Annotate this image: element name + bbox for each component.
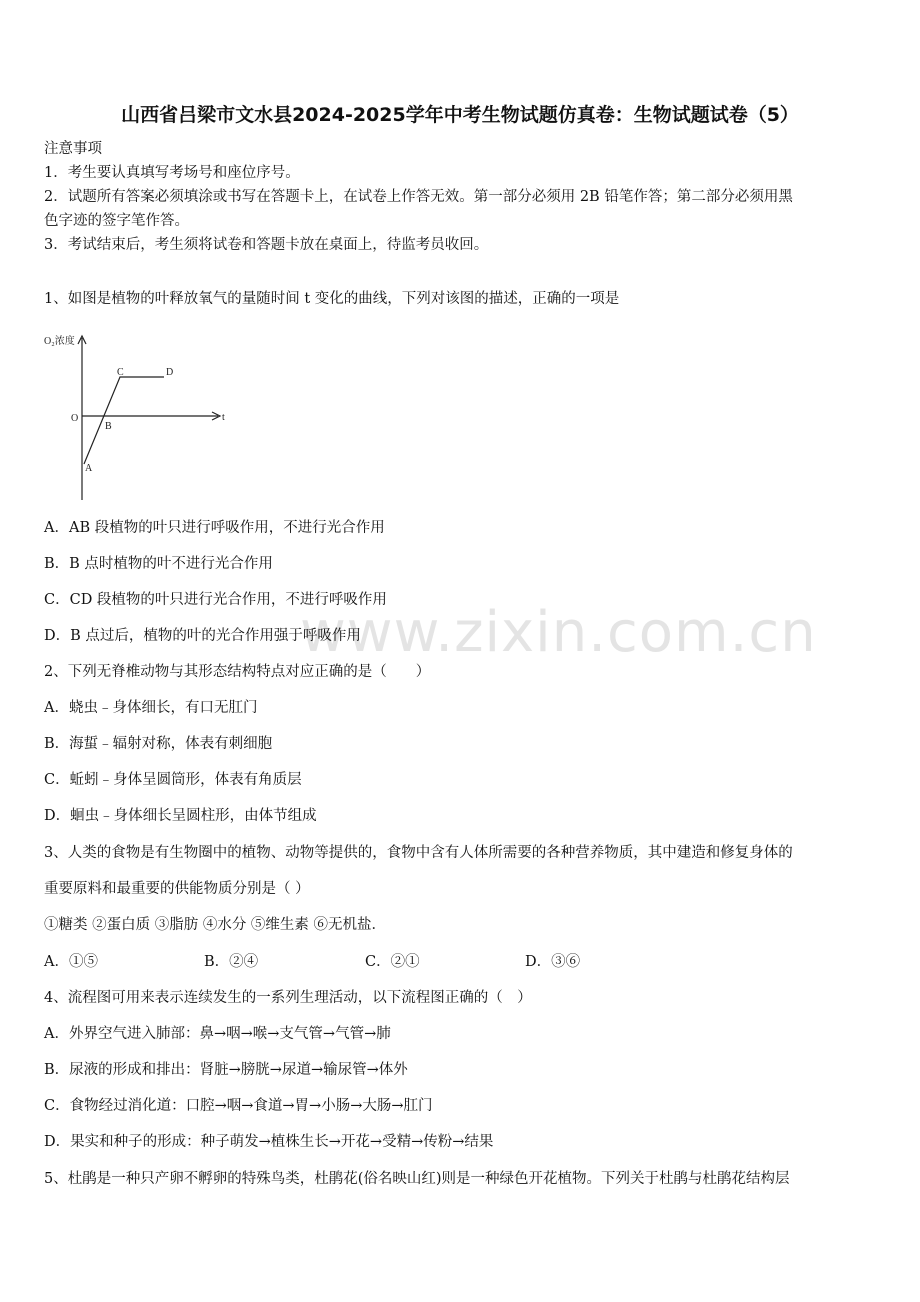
option: C．蚯蚓﹣身体呈圆筒形，体表有角质层: [44, 772, 302, 788]
option: B．海蜇﹣辐射对称，体表有刺细胞: [44, 736, 273, 752]
y-axis-label: O₂浓度: [44, 336, 75, 347]
option: C．CD 段植物的叶只进行光合作用，不进行呼吸作用: [44, 592, 387, 608]
question-3-options: [44, 952, 644, 972]
option: C．食物经过消化道：口腔→咽→食道→胃→小肠→大肠→肛门: [44, 1098, 433, 1114]
option: D．B 点过后，植物的叶的光合作用强于呼吸作用: [44, 628, 361, 644]
question-5-stem: 5、杜鹃是一种只产卵不孵卵的特殊鸟类，杜鹃花(俗名映山红)则是一种绿色开花植物。下列关于杜鹃与杜鹃花结构层: [44, 1171, 790, 1187]
oxygen-curve-graph: [42, 330, 242, 505]
point-label: A: [85, 463, 93, 474]
question-3-stem: 3、人类的食物是有生物圈中的植物、动物等提供的，食物中含有人体所需要的各种营养物质，其中建造和修复身体的: [44, 845, 793, 861]
question-1-stem: 1、如图是植物的叶释放氧气的量随时间 t 变化的曲线，下列对该图的描述，正确的一项是: [44, 291, 620, 307]
question-3-stem-cont: 重要原料和最重要的供能物质分别是（ ）: [44, 881, 310, 897]
option: B．②④: [204, 954, 259, 970]
origin-label: O: [71, 413, 79, 424]
point-label: D: [166, 367, 174, 378]
option: D．蛔虫﹣身体细长呈圆柱形，由体节组成: [44, 808, 317, 824]
page-title: 山西省吕梁市文水县2024-2025学年中考生物试题仿真卷：生物试题试卷（5）: [121, 104, 799, 126]
option: A．蛲虫﹣身体细长，有口无肛门: [44, 700, 258, 716]
watermark: www.zixin.com.cn: [300, 600, 817, 665]
x-axis-label: t: [222, 412, 225, 423]
point-label: B: [105, 421, 112, 432]
question-2-stem: 2、下列无脊椎动物与其形态结构特点对应正确的是（ ）: [44, 664, 431, 680]
option: A．AB 段植物的叶只进行呼吸作用，不进行光合作用: [44, 520, 385, 536]
option: D．果实和种子的形成：种子萌发→植株生长→开花→受精→传粉→结果: [44, 1134, 494, 1150]
option: A．外界空气进入肺部：鼻→咽→喉→支气管→气管→肺: [44, 1026, 391, 1042]
question-3-items: ①糖类 ②蛋白质 ③脂肪 ④水分 ⑤维生素 ⑥无机盐．: [44, 917, 387, 933]
notice-item: 3．考试结束后，考生须将试卷和答题卡放在桌面上，待监考员收回。: [44, 237, 489, 253]
notice-item: 色字迹的签字笔作答。: [44, 213, 189, 229]
option: C．②①: [365, 954, 420, 970]
option: A．①⑤: [44, 954, 98, 970]
notice-heading: 注意事项: [44, 141, 102, 157]
notice-item: 2．试题所有答案必须填涂或书写在答题卡上，在试卷上作答无效。第一部分必须用 2B 铅笔作答；第二部分必须用黑: [44, 189, 793, 205]
option: B．尿液的形成和排出：肾脏→膀胱→尿道→输尿管→体外: [44, 1062, 408, 1078]
notice-item: 1．考生要认真填写考场号和座位序号。: [44, 165, 300, 181]
option: D．③⑥: [525, 954, 581, 970]
option: B．B 点时植物的叶不进行光合作用: [44, 556, 273, 572]
point-label: C: [117, 367, 124, 378]
question-4-stem: 4、流程图可用来表示连续发生的一系列生理活动，以下流程图正确的（ ）: [44, 990, 532, 1006]
